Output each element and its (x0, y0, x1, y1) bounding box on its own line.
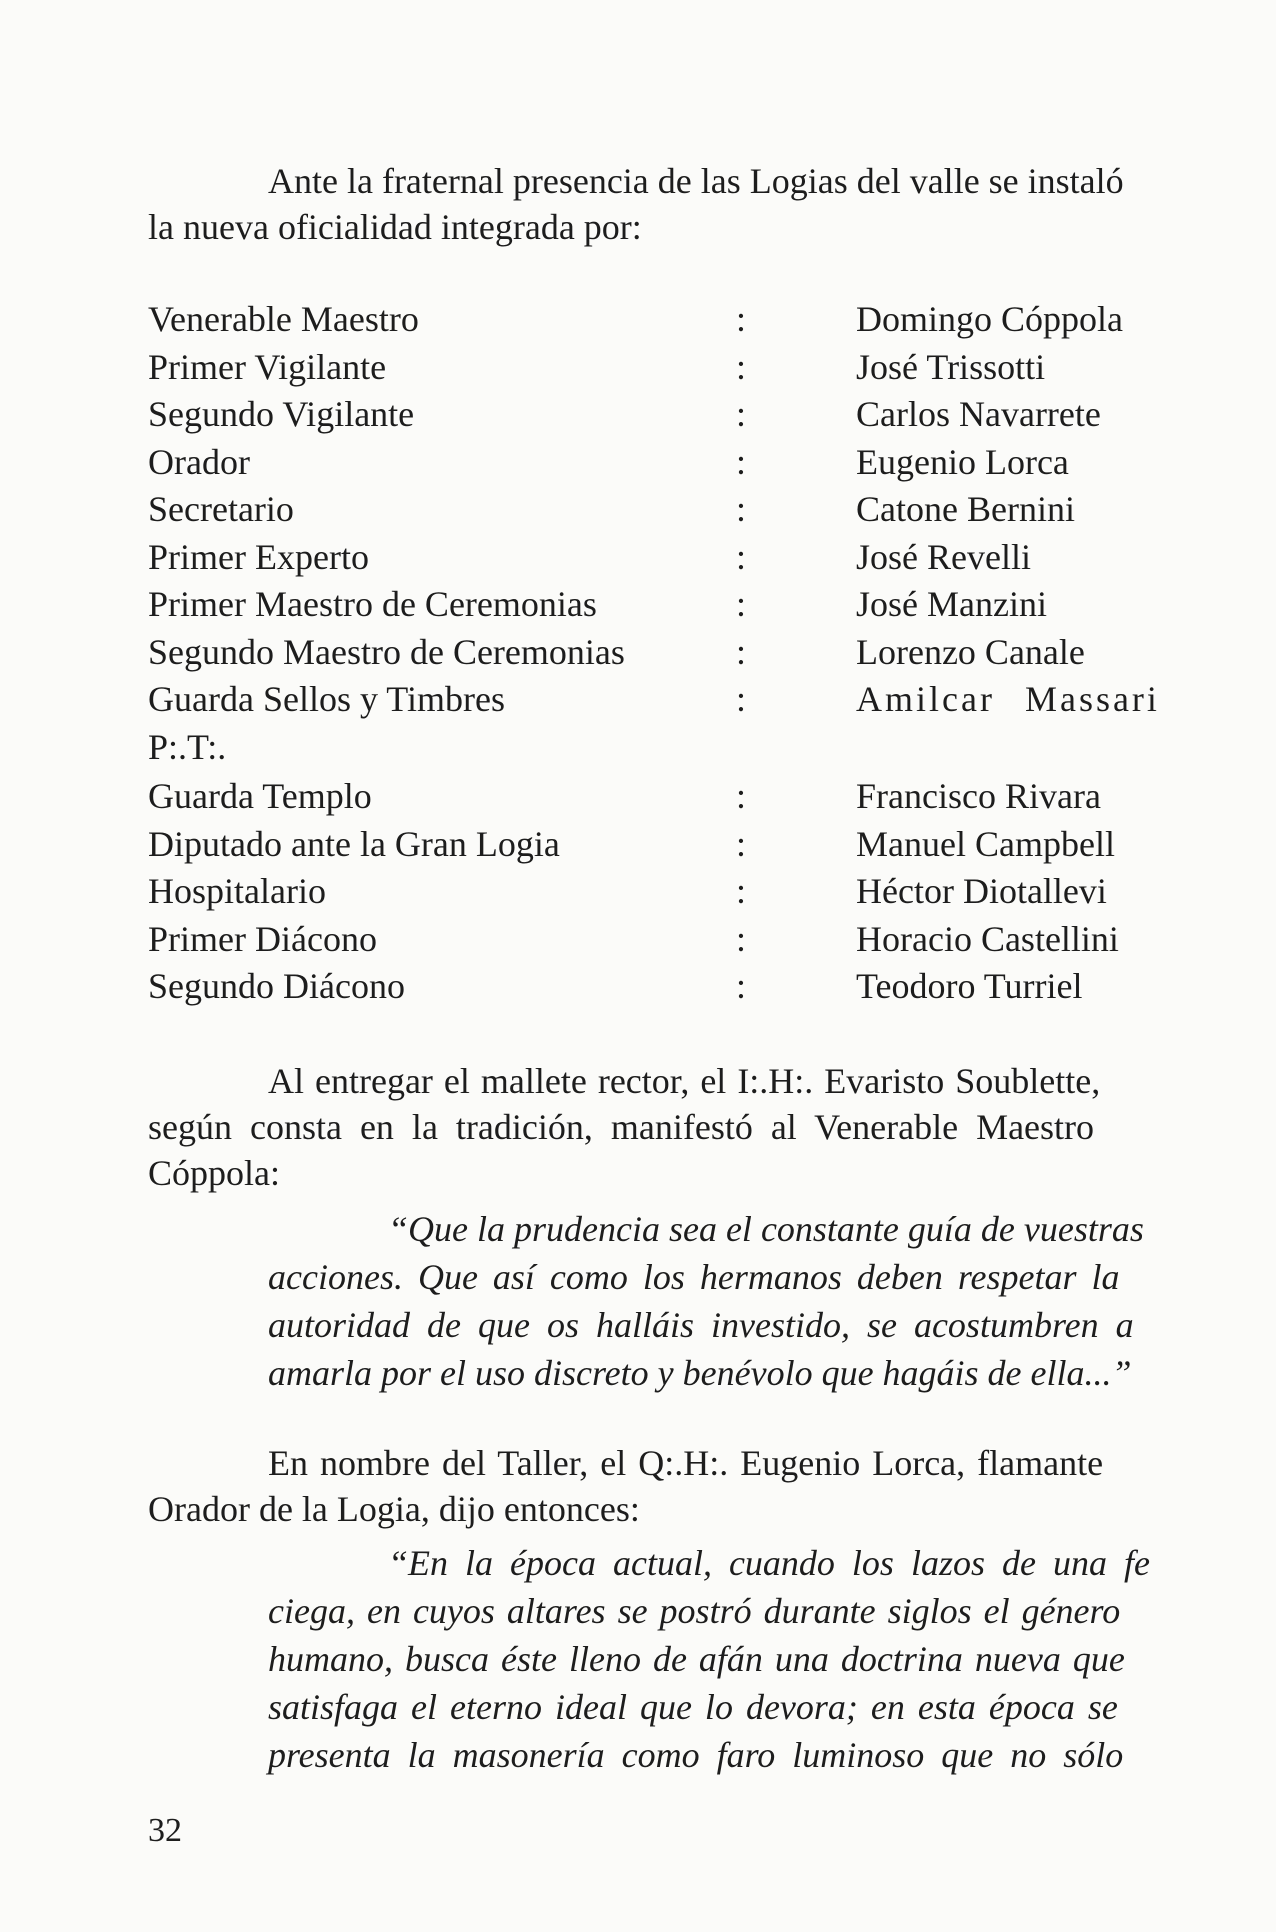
officer-colon: : (736, 919, 747, 959)
officer-row (148, 441, 1188, 488)
officer-role: Primer Maestro de Ceremonias (148, 584, 597, 624)
officer-name: Horacio Castellini (856, 919, 1119, 959)
quote1-line-4: amarla por el uso discreto y benévolo que hagáis de ella...” (268, 1353, 1132, 1393)
officer-row (148, 536, 1188, 583)
quote2-line-2: ciega, en cuyos altares se postró durante siglos el género (268, 1591, 1121, 1631)
quote2-line-4: satisfaga el eterno ideal que lo devora; en esta época se (268, 1687, 1118, 1727)
officer-colon: : (736, 442, 747, 482)
officer-name: Héctor Diotallevi (856, 871, 1107, 911)
officer-colon: : (736, 824, 747, 864)
quote2-line-3: humano, busca éste lleno de afán una doctrina nueva que (268, 1639, 1125, 1679)
officer-row (148, 823, 1188, 870)
officer-colon: : (736, 394, 747, 434)
para3-line-2: Orador de la Logia, dijo entonces: (148, 1489, 640, 1529)
officer-row (148, 631, 1188, 678)
officer-colon: : (736, 537, 747, 577)
officer-role: Segundo Diácono (148, 966, 405, 1006)
officer-name: Eugenio Lorca (856, 442, 1069, 482)
officer-role: Segundo Maestro de Ceremonias (148, 632, 625, 672)
officer-role: Segundo Vigilante (148, 394, 415, 434)
officer-name: Francisco Rivara (856, 776, 1101, 816)
para3-line-1: En nombre del Taller, el Q:.H:. Eugenio Lorca, flamante (268, 1443, 1104, 1483)
officer-role: Hospitalario (148, 871, 326, 911)
officer-row (148, 678, 1188, 725)
officer-row (148, 583, 1188, 630)
para2-line-3: Cóppola: (148, 1153, 280, 1193)
officer-name: Teodoro Turriel (856, 966, 1083, 1006)
quote1-line-1: “Que la prudencia sea el constante guía de vuestras (388, 1209, 1144, 1249)
officer-colon: : (736, 489, 747, 529)
quote1-line-2: acciones. Que así como los hermanos deben respetar la (268, 1257, 1120, 1297)
officer-row (148, 918, 1188, 965)
page-number: 32 (148, 1812, 182, 1849)
para2-line-1: Al entregar el mallete rector, el I:.H:. Evaristo Soublette, (268, 1061, 1101, 1101)
officer-name: José Manzini (856, 584, 1047, 624)
quote2-line-5: presenta la masonería como faro luminoso que no sólo (268, 1735, 1124, 1775)
officer-name: Domingo Cóppola (856, 299, 1123, 339)
officer-role: Guarda Templo (148, 776, 372, 816)
officer-name: Manuel Campbell (856, 824, 1115, 864)
officer-name: Amilcar Massari (856, 679, 1160, 719)
officer-role: P:.T:. (148, 727, 227, 767)
officer-row (148, 393, 1188, 440)
officer-name: Carlos Navarrete (856, 394, 1101, 434)
intro-line-1: Ante la fraternal presencia de las Logias del valle se instaló (268, 161, 1124, 201)
officer-row (148, 965, 1188, 1012)
officer-role: Venerable Maestro (148, 299, 419, 339)
officer-row (148, 726, 1188, 773)
officer-row (148, 870, 1188, 917)
officer-colon: : (736, 632, 747, 672)
officer-colon: : (736, 584, 747, 624)
para2-line-2: según consta en la tradición, manifestó al Venerable Maestro (148, 1107, 1095, 1147)
officer-name: Lorenzo Canale (856, 632, 1085, 672)
officer-role: Diputado ante la Gran Logia (148, 824, 560, 864)
officer-colon: : (736, 966, 747, 1006)
officer-colon: : (736, 299, 747, 339)
officer-role: Primer Vigilante (148, 347, 387, 387)
officer-role: Primer Experto (148, 537, 369, 577)
officer-row (148, 298, 1188, 345)
officer-role: Primer Diácono (148, 919, 377, 959)
quote2-line-1: “En la época actual, cuando los lazos de una fe (388, 1543, 1150, 1583)
officer-name: Catone Bernini (856, 489, 1075, 529)
officer-role: Orador (148, 442, 250, 482)
officer-role: Secretario (148, 489, 294, 529)
officer-colon: : (736, 347, 747, 387)
officer-name: José Revelli (856, 537, 1031, 577)
officer-role: Guarda Sellos y Timbres (148, 679, 506, 719)
officer-colon: : (736, 776, 747, 816)
officer-name: José Trissotti (856, 347, 1046, 387)
intro-line-2: la nueva oficialidad integrada por: (148, 207, 642, 247)
quote1-line-3: autoridad de que os halláis investido, se acostumbren a (268, 1305, 1134, 1345)
officer-row (148, 775, 1188, 822)
officer-colon: : (736, 871, 747, 911)
officer-row (148, 346, 1188, 393)
officer-colon: : (736, 679, 747, 719)
officer-row (148, 488, 1188, 535)
